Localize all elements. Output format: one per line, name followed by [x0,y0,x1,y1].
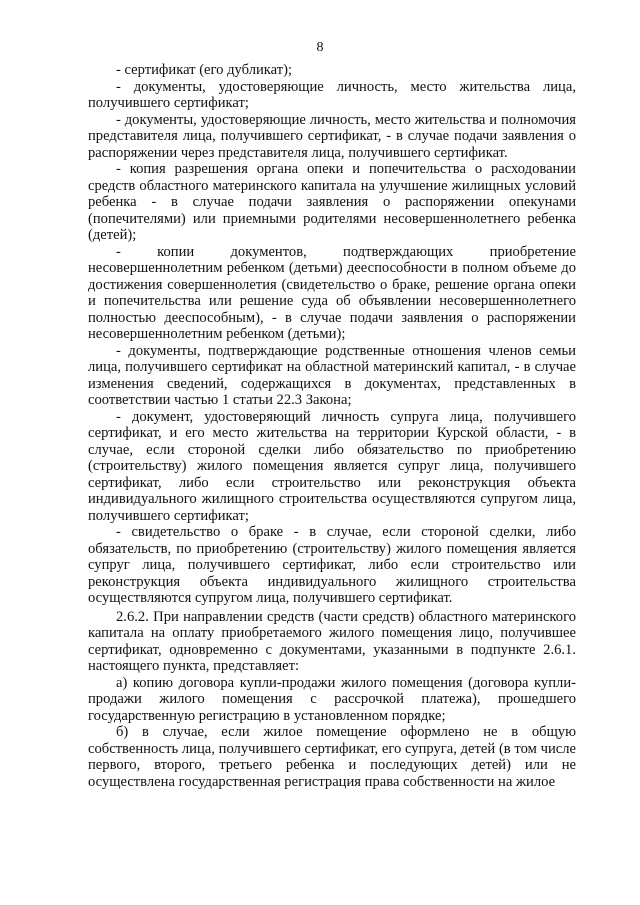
page-number: 8 [316,40,324,55]
paragraph-legal-capacity: - копии документов, подтверждающих приобретение несовершеннолетним ребенком (детьми) дееспособности в полном объеме до достижения совершеннолетия (свидетельство о браке, решение органа опеки и попечительства или решение суда об объявлении несовершеннолетнего полностью дееспособным), - в случае подачи заявления о распоряжении несовершеннолетним ребенком (детьми); [88,243,576,342]
paragraph-guardianship-permission: - копия разрешения органа опеки и попечительства о расходовании средств областного материнского капитала на улучшение жилищных условий ребенка - в случае подачи заявления о распоряжении опекунами (попечителями) или приемными родителями несовершеннолетнего ребенка (детей); [88,161,576,243]
paragraph-section-2-6-2: 2.6.2. При направлении средств (части средств) областного материнского капитала на оплату приобретаемого жилого помещения лицо, получившее сертификат, одновременно с документами, указанными в подпункте 2.6.1. настоящего пункта, представляет: [88,608,576,674]
paragraph-family-relations: - документы, подтверждающие родственные отношения членов семьи лица, получившего сертификат на областной материнский капитал, - в случае изменения сведений, содержащихся в документах, представленных в соответствии частью 1 статьи 22.3 Закона; [88,342,576,408]
paragraph-spouse-identity: - документ, удостоверяющий личность супруга лица, получившего сертификат, и его место жительства на территории Курской области, - в случае, если стороной сделки либо обязательство по приобретению (строительству) жилого помещения является супруг лица, получившего сертификат, либо если строительство или реконструкция объекта индивидуального жилищного строительства осуществляются супругом лица, получившего сертификат; [88,408,576,524]
paragraph-marriage-certificate: - свидетельство о браке - в случае, если стороной сделки, либо обязательств, по приобретению (строительству) жилого помещения является супруг лица, получившего сертификат, либо если строительство или реконструкция объекта индивидуального жилищного строительства осуществляются супругом лица, получившего сертификат. [88,524,576,606]
paragraph-item-a: а) копию договора купли-продажи жилого помещения (договора купли-продажи жилого помещения с рассрочкой платежа), прошедшего государственную регистрацию в установленном порядке; [88,674,576,724]
paragraph-item-b: б) в случае, если жилое помещение оформлено не в общую собственность лица, получившего сертификат, его супруга, детей (в том числе первого, второго, третьего ребенка и последующих детей) или не осуществлена государственная регистрация права собственности на жилое [88,724,576,790]
document-body [88,62,576,790]
paragraph-certificate: - сертификат (его дубликат); [116,62,293,78]
paragraph-representative-documents: - документы, удостоверяющие личность, место жительства и полномочия представителя лица, получившего сертификат, - в случае подачи заявления о распоряжении через представителя лица, получившего сертификат. [88,111,576,161]
paragraph-identity-documents: - документы, удостоверяющие личность, место жительства лица, получившего сертификат; [88,78,576,111]
